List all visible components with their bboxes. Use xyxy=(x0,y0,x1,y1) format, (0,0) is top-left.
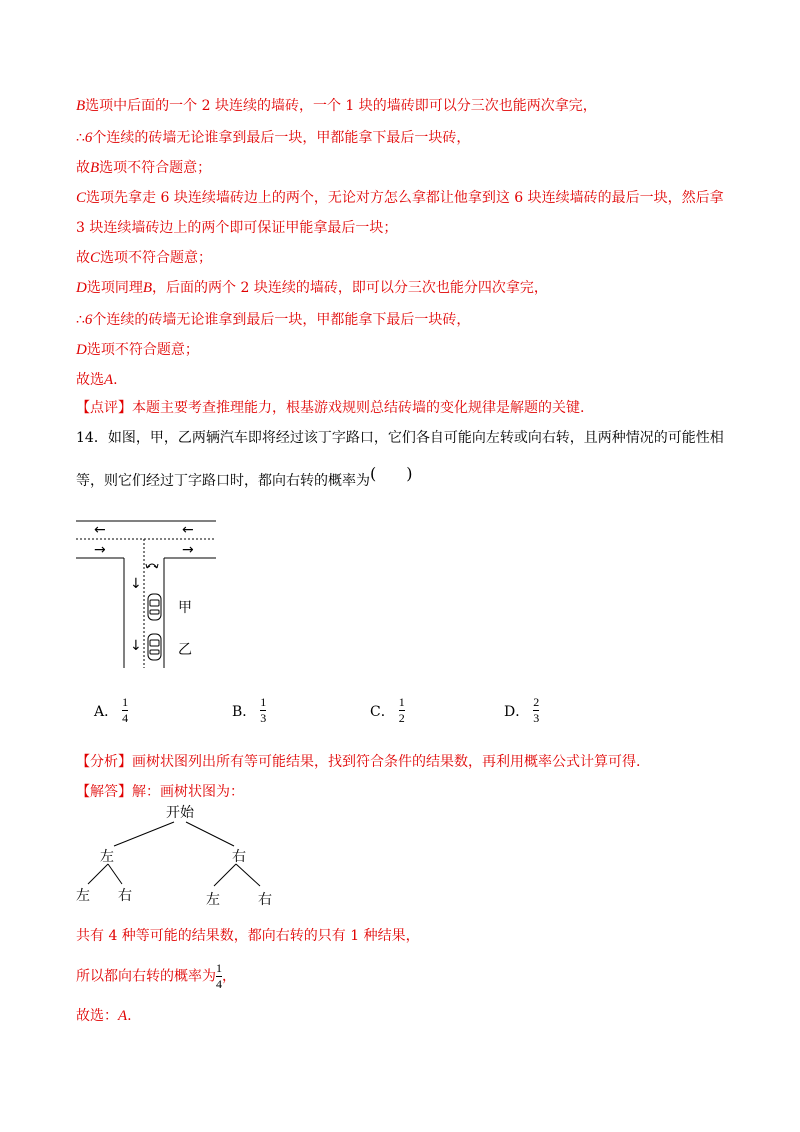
result-text: 共有 4 种等可能的结果数，都向右转的只有 1 种结果， xyxy=(76,928,420,944)
final-answer-line xyxy=(76,1006,132,1026)
solution-text: 选项不符合题意； xyxy=(100,250,213,266)
arrow-right-icon: → xyxy=(94,542,106,558)
prefix-text: 故选 xyxy=(76,372,104,388)
option-d[interactable] xyxy=(504,696,539,725)
solution-text: ，后面的两个 2 块连续的墙砖，即可以分三次也能分四次拿完， xyxy=(152,280,548,296)
option-label: A． xyxy=(94,703,119,720)
denominator: 2 xyxy=(398,711,405,725)
arrow-down-icon: ↓ xyxy=(130,638,142,654)
car-jia-icon xyxy=(148,594,161,620)
answer-paren-close: ) xyxy=(406,464,413,483)
option-variable: C xyxy=(90,250,101,266)
analysis-text: 画树状图列出所有等可能结果，找到符合条件的结果数，再利用概率公式计算可得. xyxy=(132,754,641,770)
fraction xyxy=(533,696,539,725)
analysis-line xyxy=(76,752,640,772)
solution-text: 选项不符合题意； xyxy=(86,342,199,358)
solution-text: 选项中后面的一个 2 块连续的墙砖，一个 1 块的墙砖即可以分三次也能两次拿完， xyxy=(85,98,597,114)
t-junction-figure xyxy=(74,516,234,676)
solution-line-4 xyxy=(76,188,724,208)
car-yi-icon xyxy=(148,634,161,660)
tree-leaf: 左 xyxy=(206,892,220,908)
numerator: 1 xyxy=(260,695,267,709)
numerator: 1 xyxy=(216,961,222,975)
option-c[interactable] xyxy=(370,696,405,725)
tree-leaf: 右 xyxy=(118,888,132,904)
solution-line-5 xyxy=(76,218,397,238)
comment-tag: 【点评】 xyxy=(76,400,132,416)
solution-text: 选项先拿走 6 块连续墙砖边上的两个，无论对方怎么拿都让他拿到这 6 块连续墙砖的最后一块，然后拿 xyxy=(86,190,724,206)
prefix-text: 故 xyxy=(76,250,90,266)
answer-line xyxy=(76,782,244,802)
question-14-line-2 xyxy=(76,464,413,491)
prefix-text: 故 xyxy=(76,160,90,176)
denominator: 4 xyxy=(122,711,129,725)
solution-text: 选项不符合题意； xyxy=(99,160,212,176)
denominator: 3 xyxy=(533,711,540,725)
denominator: 3 xyxy=(260,711,267,725)
solution-text: 3 块连续墙砖边上的两个即可保证甲能拿最后一块； xyxy=(76,220,398,236)
middle-text: 选项同理 xyxy=(86,280,143,296)
option-variable: D xyxy=(76,280,87,296)
answer-paren-open: ( xyxy=(370,464,377,483)
arrow-left-icon: ← xyxy=(94,522,106,538)
solution-line-1 xyxy=(76,96,597,116)
arrow-down-icon: ↓ xyxy=(130,576,142,592)
option-variable: B xyxy=(142,280,153,296)
arrow-right-icon: → xyxy=(182,542,194,558)
fraction xyxy=(399,696,405,725)
option-label: C． xyxy=(370,703,395,720)
option-variable: C xyxy=(76,190,87,206)
therefore-symbol: ∴ xyxy=(76,130,85,146)
solution-line-7 xyxy=(76,278,548,298)
question-14-line-1 xyxy=(76,428,724,448)
solution-line-2 xyxy=(76,128,470,148)
solution-text: 个连续的砖墙无论谁拿到最后一块，甲都能拿下最后一块砖， xyxy=(92,130,471,146)
suffix-text: ， xyxy=(222,968,236,985)
solution-line-6 xyxy=(76,248,212,268)
prefix-text: 故选： xyxy=(76,1008,118,1024)
fraction xyxy=(260,696,266,725)
option-a[interactable] xyxy=(94,696,128,725)
solution-line-10 xyxy=(76,370,118,390)
suffix-text: . xyxy=(127,1008,132,1024)
analysis-tag: 【分析】 xyxy=(76,754,132,770)
tree-leaf: 右 xyxy=(258,892,272,908)
numerator: 1 xyxy=(398,695,405,709)
arrow-left-icon: ← xyxy=(182,522,194,538)
tree-leaf: 左 xyxy=(76,888,90,904)
tree-node-left: 左 xyxy=(100,849,114,865)
result-text: 所以都向右转的概率为 xyxy=(76,968,216,985)
comment-text: 本题主要考查推理能力，根基游戏规则总结砖墙的变化规律是解题的关键. xyxy=(132,400,585,416)
denominator: 4 xyxy=(216,977,222,991)
therefore-symbol: ∴ xyxy=(76,312,85,328)
number-six: 6 xyxy=(84,312,93,328)
answer-variable: A xyxy=(118,1008,128,1024)
option-label: B． xyxy=(232,703,257,720)
solution-line-8 xyxy=(76,310,470,330)
answer-tag: 【解答】 xyxy=(76,784,132,800)
numerator: 1 xyxy=(122,695,129,709)
option-variable: B xyxy=(90,160,100,176)
fraction xyxy=(122,696,128,725)
solution-text: 个连续的砖墙无论谁拿到最后一块，甲都能拿下最后一块砖， xyxy=(92,312,471,328)
suffix-text: . xyxy=(113,372,118,388)
option-label: D． xyxy=(504,703,530,720)
solution-line-9 xyxy=(76,340,199,360)
car-label-jia: 甲 xyxy=(178,600,192,616)
answer-variable: A xyxy=(104,372,114,388)
option-variable: B xyxy=(76,98,86,114)
tree-root: 开始 xyxy=(166,805,194,821)
option-b[interactable] xyxy=(232,696,266,725)
answer-text: 解：画树状图为： xyxy=(132,784,244,800)
car-label-yi: 乙 xyxy=(178,642,192,658)
tree-node-right: 右 xyxy=(232,849,246,865)
result-line-2 xyxy=(76,962,236,991)
number-six: 6 xyxy=(84,130,93,146)
tree-diagram xyxy=(74,800,314,915)
option-variable: D xyxy=(76,342,87,358)
result-line-1 xyxy=(76,926,420,946)
solution-line-3 xyxy=(76,158,211,178)
question-text: 14．如图，甲，乙两辆汽车即将经过该丁字路口，它们各自可能向左转或向右转，且两种情况的可能性相 xyxy=(76,430,724,446)
question-text: 等，则它们经过丁字路口时，都向右转的概率为 xyxy=(76,473,370,489)
comment-line xyxy=(76,398,584,418)
numerator: 2 xyxy=(533,695,540,709)
